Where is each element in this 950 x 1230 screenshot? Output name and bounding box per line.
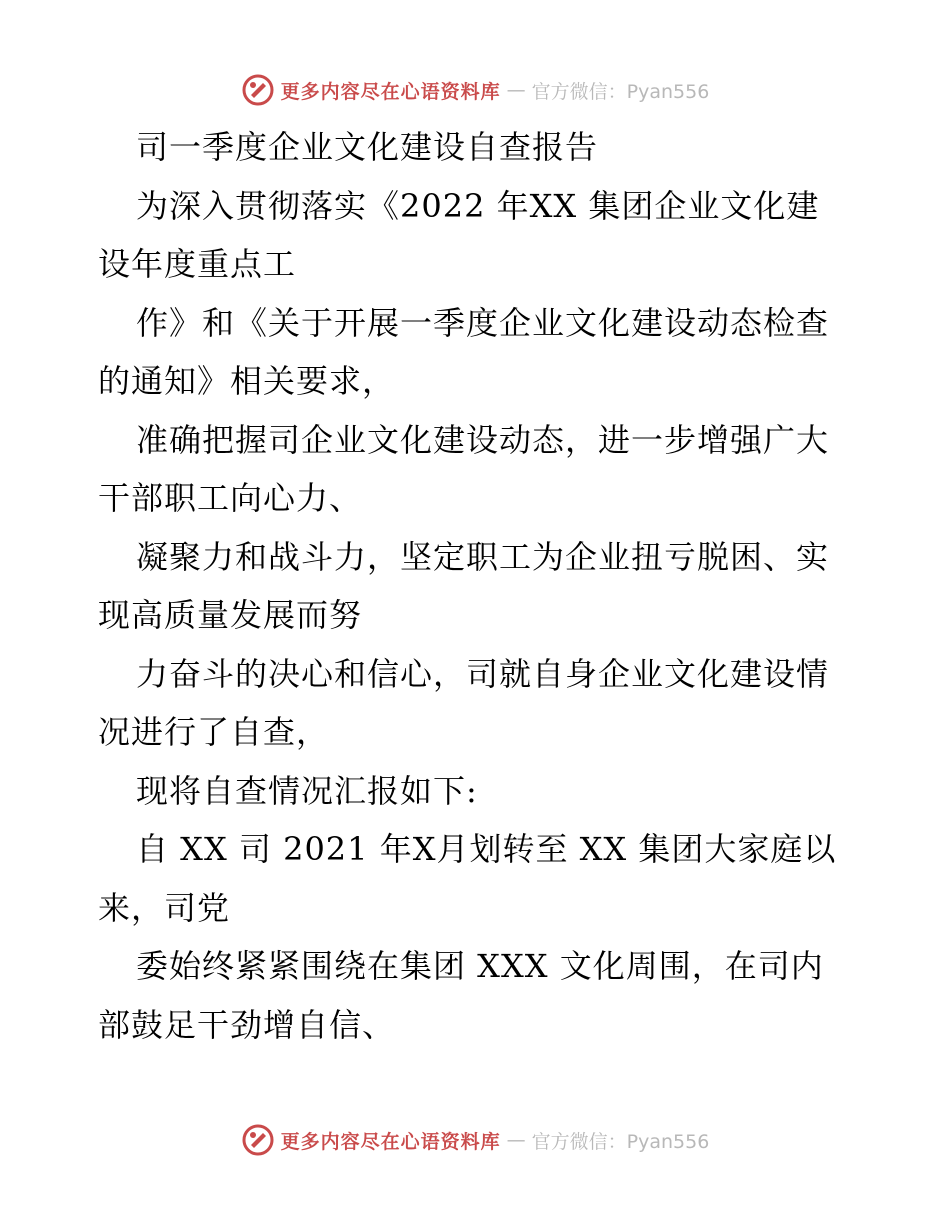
brand-logo-icon (241, 73, 275, 107)
document-body (98, 118, 853, 1054)
footer-banner-text: 更多内容尽在心语资料库 (280, 1130, 501, 1153)
paragraph-line: 况进行了自查， (98, 713, 330, 751)
paragraph-line: 来，司党 (98, 888, 231, 927)
paragraph-line: 作》和《关于开展一季度企业文化建设动态检查 (136, 303, 830, 342)
paragraph-line: 部鼓足干劲增自信、 (98, 1005, 396, 1044)
footer-banner-wechat: 官方微信：Pyan556 (531, 1130, 710, 1153)
paragraph-line: 委始终紧紧围绕在集团 XXX 文化周围，在司内 (136, 947, 824, 985)
paragraph-line: 力奋斗的决心和信心，司就自身企业文化建设情 (136, 654, 830, 693)
paragraph-line: 现高质量发展而努 (98, 596, 363, 634)
footer-banner-separator: — (506, 1129, 526, 1151)
paragraph-line: 自 XX 司 2021 年X月划转至 XX 集团大家庭以 (136, 830, 837, 868)
document-title: 司一季度企业文化建设自查报告 (136, 128, 599, 166)
footer-banner (0, 1120, 950, 1160)
brand-logo-icon (241, 1123, 275, 1157)
header-banner-separator: — (506, 79, 526, 101)
paragraph-line: 为深入贯彻落实《2022 年XX 集团企业文化建 (136, 186, 820, 225)
header-banner (0, 70, 950, 110)
header-banner-text: 更多内容尽在心语资料库 (280, 80, 501, 103)
paragraph-line: 干部职工向心力、 (98, 479, 363, 517)
header-banner-wechat: 官方微信：Pyan556 (531, 80, 710, 103)
paragraph-line: 准确把握司企业文化建设动态，进一步增强广大 (136, 420, 830, 459)
paragraph-line: 凝聚力和战斗力，坚定职工为企业扭亏脱困、实 (136, 537, 830, 576)
paragraph-line: 现将自查情况汇报如下: (136, 771, 478, 810)
paragraph-line: 设年度重点工 (98, 245, 297, 283)
paragraph-line: 的通知》相关要求， (98, 362, 396, 400)
